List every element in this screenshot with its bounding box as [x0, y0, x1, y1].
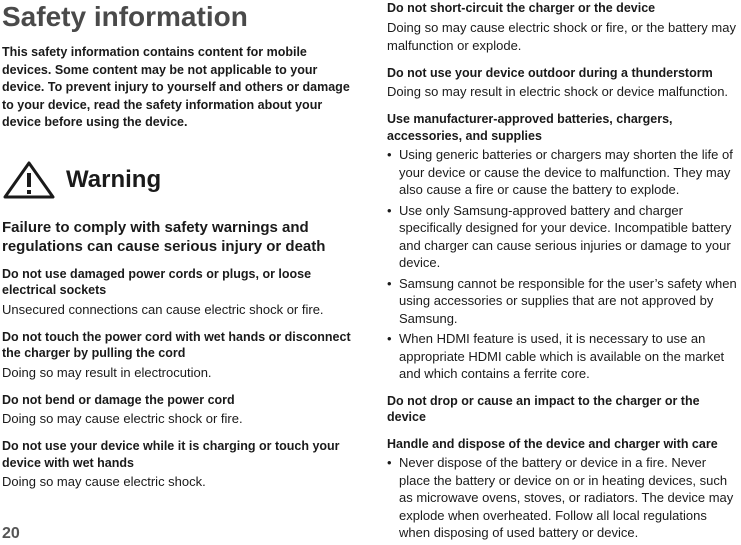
page-number: 20 — [2, 525, 20, 542]
warning-label: Warning — [66, 165, 162, 193]
section-heading: Do not drop or cause an impact to the charger or the device — [387, 393, 700, 424]
safety-section — [2, 329, 358, 382]
bullet-item: • Use only Samsung-approved battery and charger specifically designed for your device. Incompatible battery and charger can cause serious injuries or damage to your device. — [387, 202, 739, 272]
section-body: Unsecured connections can cause electric shock or fire. — [2, 301, 324, 317]
safety-section — [387, 393, 739, 426]
intro-paragraph: This safety information contains content for mobile devices. Some content may be not applicable to your device. To prevent injury to yourself and others or damage to your device, read the safety information about your device before using the device. — [2, 45, 350, 129]
bullet-list — [387, 146, 739, 383]
section-heading: Do not touch the power cord with wet hands or disconnect the charger by pulling the cord — [2, 329, 351, 360]
section-heading: Do not bend or damage the power cord — [2, 392, 235, 407]
safety-section — [2, 266, 358, 319]
section-heading: Do not use your device outdoor during a thunderstorm — [387, 65, 713, 80]
section-heading: Handle and dispose of the device and charger with care — [387, 436, 718, 451]
right-sections — [387, 0, 739, 542]
section-heading: Use manufacturer-approved batteries, chargers, accessories, and supplies — [387, 112, 673, 143]
bullet-list — [387, 454, 739, 542]
page-title: Safety information — [2, 1, 248, 32]
section-heading: Do not use damaged power cords or plugs, or loose electrical sockets — [2, 266, 312, 297]
left-sections — [2, 266, 358, 492]
warning-triangle-icon — [2, 160, 56, 200]
warning-heading: Failure to comply with safety warnings and regulations can cause serious injury or death — [2, 218, 326, 255]
safety-section — [387, 65, 739, 102]
warning-banner — [2, 160, 358, 200]
section-body: Doing so may cause electric shock or fire, or the battery may malfunction or explode. — [387, 19, 736, 53]
right-column — [387, 0, 739, 545]
section-body: Doing so may result in electric shock or device malfunction. — [387, 84, 729, 99]
safety-section — [387, 111, 739, 383]
safety-section — [387, 0, 739, 55]
safety-section — [387, 436, 739, 542]
section-heading: Do not use your device while it is charging or touch your device with wet hands — [2, 439, 340, 470]
bullet-item: • Samsung cannot be responsible for the user’s safety when using accessories or supplies that are not approved by Samsung. — [387, 275, 739, 328]
section-body: Doing so may result in electrocution. — [2, 364, 212, 380]
left-column — [2, 0, 358, 491]
section-body: Doing so may cause electric shock. — [2, 474, 206, 489]
section-heading: Do not short-circuit the charger or the device — [387, 1, 656, 15]
section-body: Doing so may cause electric shock or fire. — [2, 411, 243, 426]
bullet-item: • When HDMI feature is used, it is necessary to use an appropriate HDMI cable which is available on the market and which contains a ferrite core. — [387, 330, 739, 383]
bullet-item: • Using generic batteries or chargers may shorten the life of your device or cause the device to malfunction. They may also cause a fire or cause the battery to explode. — [387, 146, 739, 199]
safety-section — [2, 392, 358, 429]
bullet-item: • Never dispose of the battery or device in a fire. Never place the battery or device on or in heating devices, such as microwave ovens, stoves, or radiators. The device may explode when overheated. Follow all local regulations when disposing of used battery or device. — [387, 454, 739, 542]
safety-section — [2, 438, 358, 491]
